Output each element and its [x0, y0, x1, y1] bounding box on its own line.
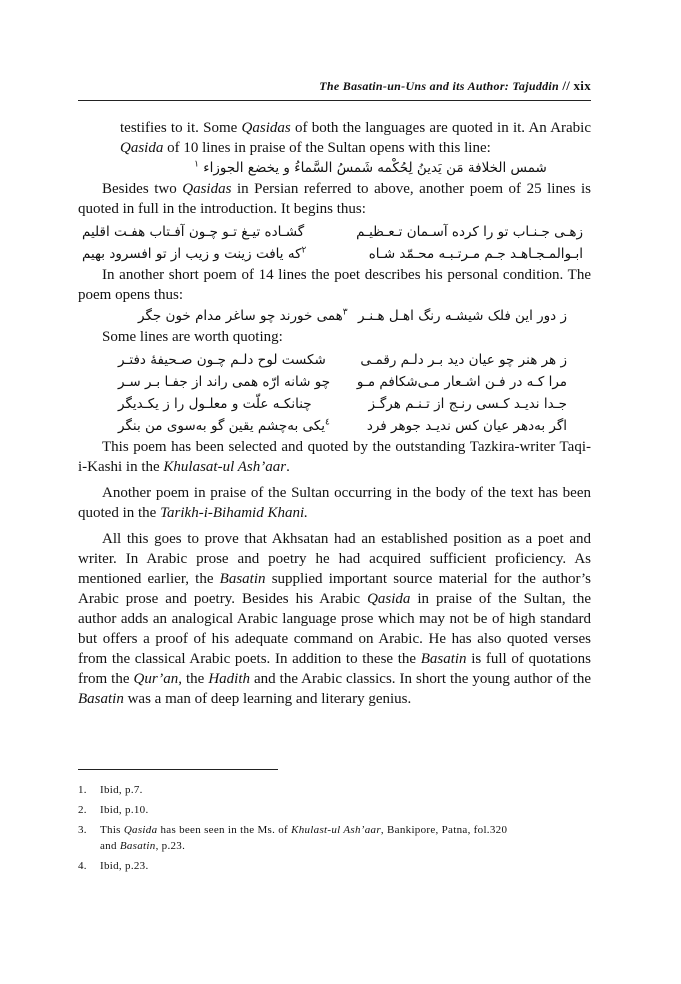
hemistich-left: چو شانه ارّه همی راند از جفـا بـر سـر: [118, 374, 331, 390]
quoted-verse-4: [78, 415, 591, 437]
italic-title: Hadith: [208, 671, 250, 687]
footnote-number: 2.: [78, 804, 87, 816]
italic-title: Basatin: [119, 840, 156, 852]
footnote-text: Ibid, p.7.: [100, 784, 143, 796]
header-separator: //: [562, 78, 571, 93]
italic-title: Basatin: [219, 571, 266, 587]
text-run: Another poem in praise of the Sultan occurring in the body of the text has been quoted in the: [78, 485, 591, 521]
text-run: This poem has been selected and quoted by the outstanding Tazkira-writer Taqi-i-Kashi in the: [78, 439, 591, 475]
quoted-verse-2: [78, 371, 591, 393]
text-run: of 10 lines in praise of the Sultan opens with this line:: [163, 140, 491, 156]
verse-text: شمس الخلافة مَن يَدينُ لِحُكْمه شَمسُ السَّماءُ و يخضع الجوزاء: [203, 160, 547, 176]
hemistich-right: ز هر هنر چو عیان دید بـر دلـم رقمـی: [360, 352, 567, 368]
footnote-number: 3.: [78, 824, 87, 836]
italic-title: Basatin: [420, 651, 467, 667]
hemistich-left: شکست لوح دلـم چـون صـحیفهٔ دفتـر: [118, 352, 326, 368]
text-run: Besides two: [102, 181, 183, 197]
italic-term: Qasida: [120, 140, 164, 156]
footnote-ref: ٤: [325, 417, 330, 428]
text-run: , the: [178, 671, 209, 687]
persian-verse-1: [78, 219, 591, 243]
footnote-text: Ibid, p.23.: [100, 860, 149, 872]
paragraph-1: [120, 118, 591, 158]
footnote-ref: ١: [194, 159, 199, 170]
footnote-number: 1.: [78, 784, 87, 796]
hemistich-left: گشـاده تیـغ تـو چـون آفـتاب هفـت اقلیم: [82, 224, 305, 240]
paragraph-5: [78, 437, 591, 477]
footnote-1: [78, 782, 591, 798]
persian-verse-2: [78, 243, 591, 265]
text-run: in praise of the Sultan, the author adds an analogical Arabic language prose which may not be of high standard but offers a proof of his adequate command on Arabic. He has also quoted verses from the classical Arabic poets. In addition to these the: [78, 591, 591, 667]
hemistich-left: چنانکـه علّت و معلـول را ز یکـدیگر: [118, 396, 312, 412]
italic-term: Qasida: [123, 824, 158, 836]
running-header: [78, 78, 591, 101]
hemistich-right: مرا کـه در فـن اشـعار مـی‌شکافم مـو: [356, 374, 567, 390]
hemistich-left: که یافت زینت و زیب از تو افسرود بهیم: [82, 246, 302, 262]
paragraph-7: [78, 529, 591, 709]
footnote-ref: ٢: [301, 245, 307, 256]
footnote-text: and: [100, 840, 120, 852]
footnote-2: [78, 802, 591, 818]
italic-term: Qasida: [367, 591, 411, 607]
footnote-rule: [78, 769, 278, 770]
footnote-3: [78, 822, 591, 854]
text-run: testifies to it. Some: [120, 120, 242, 136]
hemistich-right: ز دور این فلک شیشـه رنگ اهـل هـنـر: [358, 308, 567, 324]
quoted-verse-1: [78, 347, 591, 371]
paragraph-continuation: [78, 118, 591, 179]
text-run: and the Arabic classics. In short the young author of the: [250, 671, 592, 687]
italic-title: Khulast-ul Ash’aar: [291, 824, 381, 836]
persian-verse-3: [78, 305, 591, 327]
quoted-verse-3: [78, 393, 591, 415]
italic-term: Qasidas: [241, 120, 291, 136]
hemistich-right: ابـوالمـجـاهـد جـم مـرتـبـه محـمّد شـاه: [368, 246, 583, 262]
footnote-number: 4.: [78, 860, 87, 872]
page-number: xix: [573, 78, 591, 93]
footnote-text: This: [100, 824, 124, 836]
header-text: [319, 78, 591, 94]
footnote-text: Ibid, p.10.: [100, 804, 149, 816]
hemistich-right: زهـی جـنـاب تو را کرده آسـمان تـعـظیـم: [356, 224, 583, 240]
running-title: The Basatin-un-Uns and its Author: Tajuddin: [319, 79, 560, 93]
footnote-4: [78, 858, 591, 874]
main-text: [78, 118, 591, 709]
paragraph-4: Some lines are worth quoting:: [102, 329, 283, 345]
italic-title: Qur’an: [133, 671, 179, 687]
text-run: in Persian referred to above, another poem of 25 lines is quoted in full in the introduction. It begins thus:: [78, 181, 591, 217]
hemistich-left: همی خورند چو ساغر مدام خون جگر: [138, 308, 343, 324]
text-run: supplied important source material for the author’s Arabic prose and poetry. Besides his Arabic: [78, 571, 591, 607]
text-run: is full of quotations from the: [78, 651, 592, 687]
paragraph-2: [78, 179, 591, 219]
footnote-text: , p.23.: [155, 840, 186, 852]
hemistich-left: یکی به‌چشم یقین گو به‌سوی من بنگر: [118, 418, 326, 434]
italic-term: Qasidas: [182, 181, 232, 197]
footnote-text: , Bankipore, Patna, fol.320: [380, 824, 508, 836]
text-run: All this goes to prove that Akhsatan had an established position as a poet and writer. In Arabic prose and poetry he had acquired sufficient proficiency. As mentioned earlier, the: [78, 531, 591, 587]
text-run: of both the languages are quoted in it. An Arabic: [290, 120, 591, 136]
paragraph-6: [78, 483, 591, 523]
italic-title: Basatin: [78, 691, 124, 707]
italic-title: Khulasat-ul Ash’aar: [163, 459, 287, 475]
paragraph-3: In another short poem of 14 lines the poet describes his personal condition. The poem opens thus:: [78, 267, 591, 303]
footnote-ref: ٣: [342, 307, 348, 318]
text-run: .: [286, 459, 290, 475]
footnote-text: has been seen in the Ms. of: [157, 824, 292, 836]
hemistich-right: جـدا ندیـد کـسی رنـج از تـنـم هرگـز: [368, 396, 567, 412]
hemistich-right: اگر به‌دهر عیان کس ندیـد جوهر فرد: [366, 418, 567, 434]
text-run: was a man of deep learning and literary genius.: [123, 691, 412, 707]
arabic-verse-line: [120, 158, 591, 179]
italic-title: Tarikh-i-Bihamid Khani.: [160, 505, 308, 521]
